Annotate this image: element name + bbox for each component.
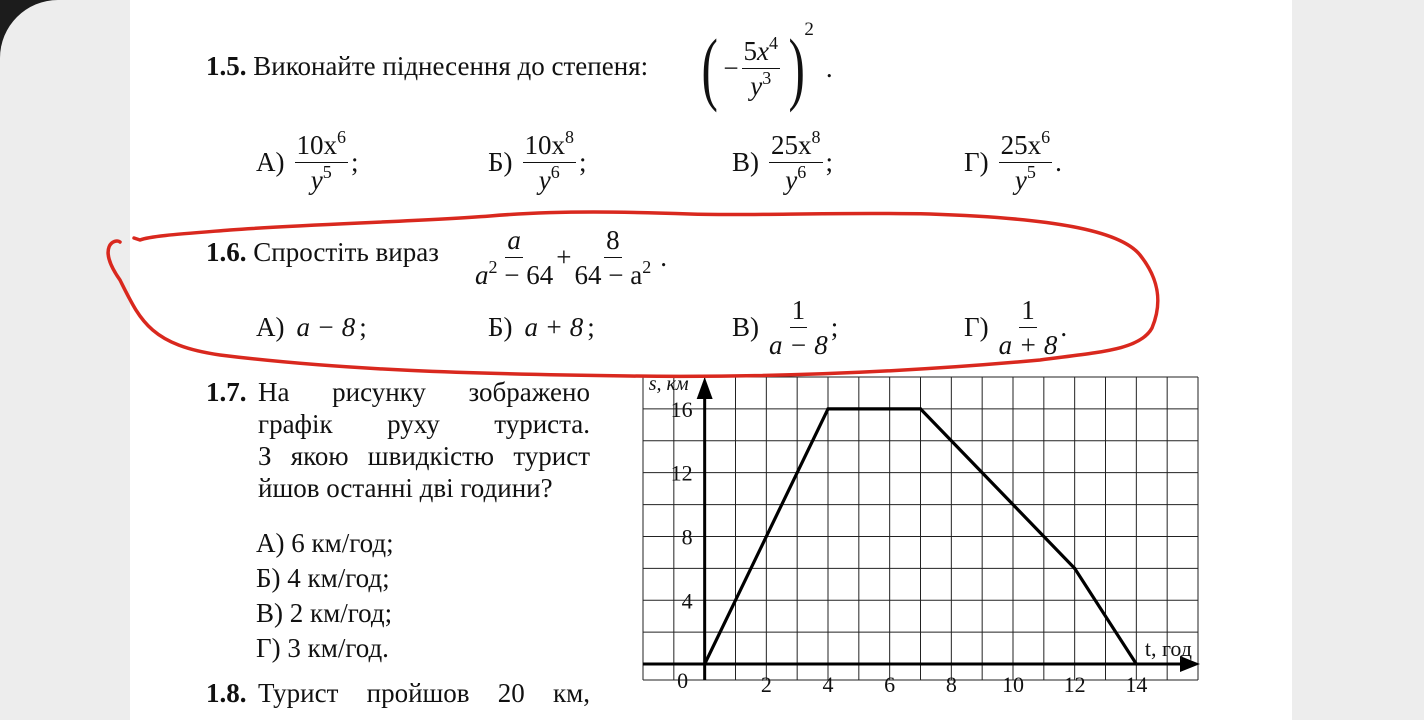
num: 10x <box>296 129 337 160</box>
period: . <box>660 241 667 272</box>
x-axis-title: t, год <box>1144 636 1192 662</box>
exp: 2 <box>642 256 652 277</box>
option-c[interactable] <box>732 124 833 200</box>
exp: 6 <box>550 161 560 182</box>
problem-number: 1.5. <box>206 51 247 81</box>
option-label: А) <box>256 528 285 558</box>
option-label: В) <box>732 312 759 342</box>
option-label: Г) <box>964 147 989 177</box>
option-label: А) <box>256 312 285 342</box>
x-tick-label: 2 <box>760 672 772 698</box>
origin-label: 0 <box>677 668 689 694</box>
option-label: Б) <box>256 563 281 593</box>
option-text: 6 км/год; <box>291 528 394 558</box>
problem-number: 1.6. <box>206 237 247 267</box>
option-c[interactable] <box>256 596 394 631</box>
problem-1-5-heading <box>206 50 648 82</box>
num: 1 <box>1019 295 1037 328</box>
exp: 5 <box>1026 161 1036 182</box>
option-end: . <box>1060 312 1068 342</box>
den-var: a <box>475 259 489 290</box>
option-fraction <box>769 126 823 195</box>
option-label: Г) <box>256 633 281 663</box>
den: y <box>1014 164 1027 195</box>
option-label: А) <box>256 147 285 177</box>
num: 10x <box>524 129 565 160</box>
option-d[interactable] <box>964 124 1062 200</box>
option-fraction <box>295 126 349 195</box>
problem-prompt: Спростіть вираз <box>253 237 439 267</box>
option-fraction <box>523 126 577 195</box>
problem-1-7-options <box>256 526 394 666</box>
den: a + 8 <box>998 329 1058 360</box>
annotation-stroke <box>108 212 1158 376</box>
num: 25x <box>1000 129 1042 160</box>
exp: 4 <box>769 32 779 53</box>
x-tick-label: 14 <box>1125 672 1148 698</box>
y-tick-label: 8 <box>681 524 693 550</box>
option-label: Г) <box>964 312 989 342</box>
problem-number: 1.7. <box>206 377 247 407</box>
den: y <box>538 164 551 195</box>
den: y <box>310 164 323 195</box>
text-line: графік руху туриста. <box>258 409 590 439</box>
grid <box>643 377 1198 680</box>
option-a[interactable] <box>256 124 359 200</box>
exp: 6 <box>797 161 807 182</box>
text-line: йшов останні дві години? <box>258 473 553 503</box>
exp: 6 <box>1041 126 1051 147</box>
outer-exponent: 2 <box>804 19 814 40</box>
red-annotation-loop <box>110 200 1190 390</box>
problem-prompt: Виконайте піднесення до степеня: <box>253 51 649 81</box>
exp: 2 <box>488 256 498 277</box>
option-end: ; <box>579 147 587 177</box>
problem-number: 1.8. <box>206 678 247 708</box>
num: 1 <box>790 295 808 328</box>
exp: 3 <box>762 67 772 88</box>
problem-1-5-options <box>256 124 1156 204</box>
option-text: 2 км/год; <box>289 598 393 628</box>
option-text: a − 8 <box>296 312 356 342</box>
den: a − 8 <box>769 329 828 360</box>
var: x <box>757 35 770 66</box>
option-label: Б) <box>488 147 513 177</box>
exp: 6 <box>337 126 346 147</box>
option-b[interactable] <box>488 124 587 200</box>
y-axis-title: s, км <box>648 373 689 395</box>
text-line: З якою швидкістю турист <box>258 441 590 471</box>
var: y <box>750 70 763 101</box>
option-end: ; <box>351 147 359 177</box>
problem-1-8-number <box>206 677 247 709</box>
exp: 8 <box>811 126 821 147</box>
option-end: ; <box>359 312 367 342</box>
den: y <box>785 164 798 195</box>
x-tick-label: 6 <box>884 672 896 698</box>
minus-sign: − <box>723 52 739 83</box>
num: 25x <box>771 129 812 160</box>
numerator: a <box>505 225 523 258</box>
option-label: Б) <box>488 312 513 342</box>
y-tick-label: 4 <box>681 588 693 614</box>
option-text: 4 км/год; <box>287 563 390 593</box>
option-fraction <box>999 126 1053 195</box>
x-tick-label: 12 <box>1063 672 1086 698</box>
x-tick-label: 8 <box>945 672 957 698</box>
option-b[interactable] <box>256 561 394 596</box>
option-text: a + 8 <box>524 312 584 342</box>
numerator: 8 <box>604 225 622 258</box>
option-end: ; <box>587 312 595 342</box>
coef: 5 <box>743 35 758 66</box>
den-rest: − 64 <box>497 259 554 290</box>
right-paren: ) <box>788 22 805 113</box>
option-a[interactable] <box>256 526 394 561</box>
option-text: 3 км/год. <box>287 633 389 663</box>
x-tick-label: 4 <box>822 672 834 698</box>
y-tick-label: 12 <box>670 460 693 486</box>
option-end: . <box>1055 147 1062 177</box>
option-label: В) <box>732 147 759 177</box>
option-d[interactable] <box>256 631 394 666</box>
document-page[interactable] <box>130 0 1292 720</box>
distance-time-graph <box>640 372 1202 698</box>
fraction <box>742 32 780 101</box>
problem-1-5-expression <box>696 18 833 118</box>
period: . <box>825 52 833 83</box>
option-end: ; <box>825 147 834 177</box>
den: 64 − a <box>574 259 643 290</box>
problem-1-8-text <box>258 677 590 709</box>
text-line: На рисунку зображено <box>258 377 590 407</box>
x-tick-label: 10 <box>1002 672 1024 698</box>
problem-1-7-text <box>258 376 590 504</box>
exp: 8 <box>565 126 574 147</box>
option-end: ; <box>830 312 839 342</box>
option-label: В) <box>256 598 283 628</box>
left-paren: ( <box>701 22 718 113</box>
text-line: Турист пройшов 20 км, <box>258 678 590 708</box>
motion-segment <box>921 409 1075 568</box>
plus-sign: + <box>556 241 572 272</box>
exp: 5 <box>322 161 332 182</box>
y-tick-label: 16 <box>670 396 693 422</box>
